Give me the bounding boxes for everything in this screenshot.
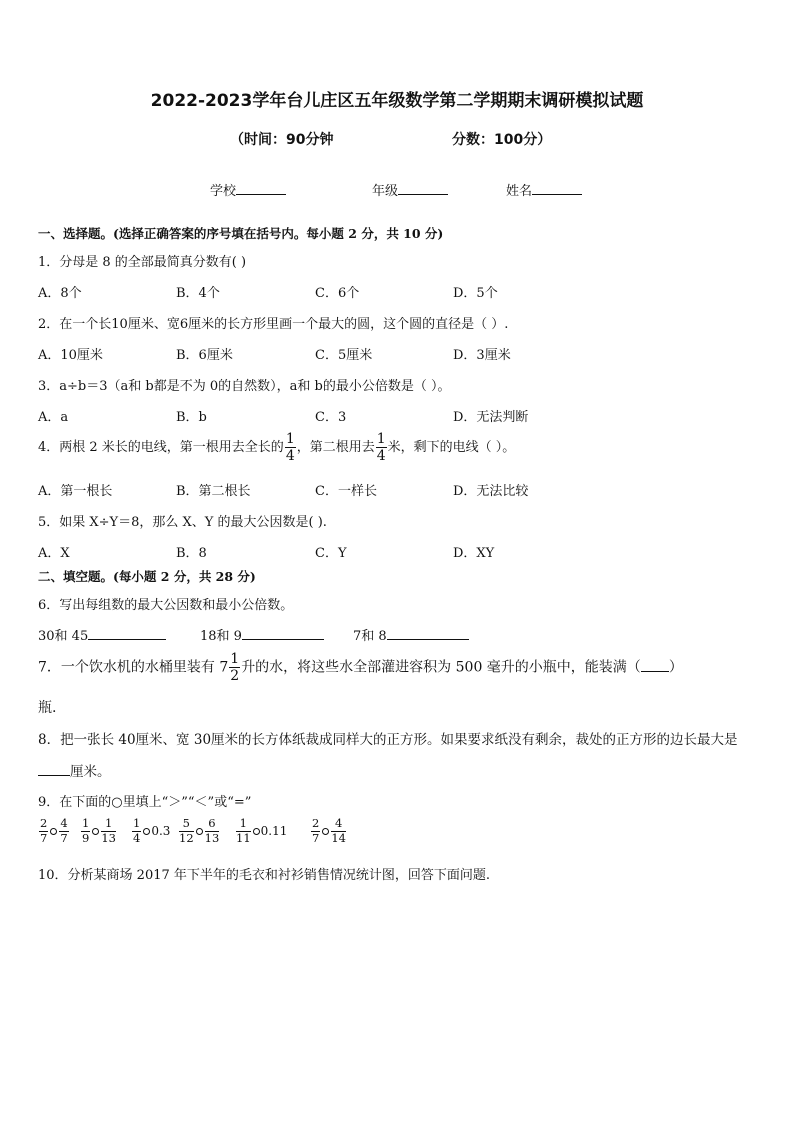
q1-option-b: B．4个 [176, 286, 220, 301]
q5-text: 5．如果 X÷Y＝8，那么 X、Y 的最大公因数是( ). [38, 515, 327, 530]
q9-1-right-denominator: 7 [60, 830, 68, 845]
q4-fraction-1 [285, 432, 296, 463]
q2-option-a: A．10厘米 [38, 348, 103, 363]
q9-compare-6 [310, 818, 347, 844]
school-blank[interactable] [236, 182, 286, 195]
q7-text-c: ） [668, 659, 683, 676]
grade-label: 年级 [372, 184, 399, 199]
school-field [210, 180, 286, 199]
q9-5-right-value: 0.11 [260, 824, 288, 838]
q9-4-right-denominator: 13 [204, 830, 220, 845]
q7-fraction [229, 652, 240, 683]
q6-pair-3 [353, 625, 469, 644]
q8-blank[interactable] [38, 763, 70, 776]
q9-3-circle[interactable] [143, 828, 150, 835]
q9-compare-5 [235, 818, 287, 844]
grade-blank[interactable] [398, 182, 448, 195]
q9-1-left-numerator: 2 [40, 816, 48, 830]
q2-option-b: B．6厘米 [176, 348, 233, 363]
q4-text-b: ，第二根用去 [296, 440, 375, 455]
q6-pair-3-label: 7和 8 [353, 629, 387, 644]
q9-6-left-denominator: 7 [312, 830, 320, 845]
q7-blank[interactable] [641, 659, 669, 672]
q9-6-circle[interactable] [322, 828, 329, 835]
q9-compare-1 [38, 818, 70, 844]
q6-pair-2-label: 18和 9 [200, 629, 242, 644]
q1-option-a: A．8个 [38, 286, 82, 301]
q4-option-a: A．第一根长 [38, 484, 113, 499]
q3-option-c: C．3 [315, 410, 347, 425]
q2-option-c: C．5厘米 [315, 348, 373, 363]
q5-option-c: C．Y [315, 546, 347, 561]
q6-pair-1 [38, 625, 166, 644]
q9-2-right-denominator: 13 [101, 830, 116, 845]
q6-text: 6．写出每组数的最大公因数和最小公倍数。 [38, 598, 294, 613]
q9-4-left-numerator: 5 [179, 818, 194, 832]
q9-6-right-numerator: 4 [331, 818, 346, 832]
q8-text-b: 厘米。 [70, 764, 111, 780]
q9-5-circle[interactable] [253, 828, 260, 835]
name-label: 姓名 [506, 184, 533, 199]
name-blank[interactable] [532, 182, 582, 195]
q6-pair-2-blank[interactable] [242, 627, 324, 640]
q9-2-left-denominator: 9 [82, 830, 90, 845]
q4-text [38, 432, 515, 463]
q9-compare-2 [80, 818, 117, 844]
q9-2-right-numerator: 1 [101, 818, 116, 832]
q9-4-right-numerator: 6 [205, 818, 220, 832]
q4-text-c: 米，剩下的电线（ ）。 [387, 440, 516, 455]
q6-pair-2 [200, 625, 324, 644]
q10-text: 10．分析某商场 2017 年下半年的毛衣和衬衫销售情况统计图，回答下面问题. [38, 868, 491, 883]
q9-6-right-denominator: 14 [331, 830, 346, 845]
q9-3-left-numerator: 1 [133, 816, 141, 830]
q9-2-circle[interactable] [92, 828, 99, 835]
q7-text-b: 升的水，将这些水全部灌进容积为 500 毫升的小瓶中，能装满（ [241, 659, 641, 676]
q8-text-a: 8．把一张长 40厘米、宽 30厘米的长方体纸裁成同样大的正方形。如果要求纸没有剩余，裁处的正方形的边长最大是 [38, 732, 738, 748]
q5-option-b: B．8 [176, 546, 207, 561]
q7-text [38, 652, 683, 683]
q8-line2 [38, 760, 111, 780]
q9-5-left-numerator: 1 [236, 818, 251, 832]
q6-pair-3-blank[interactable] [387, 627, 469, 640]
q5-option-d: D．XY [453, 546, 495, 561]
q9-compare-4 [178, 818, 220, 844]
school-label: 学校 [210, 184, 237, 199]
q2-text: 2．在一个长10厘米、宽6厘米的长方形里画一个最大的圆，这个圆的直径是（ ）. [38, 317, 509, 332]
name-field [506, 180, 582, 199]
q4-frac1-numerator: 1 [285, 431, 295, 447]
score-label: 分数：100分） [452, 132, 552, 148]
section2-heading: 二、填空题。(每小题 2 分，共 28 分) [38, 569, 256, 584]
q1-text: 1．分母是 8 的全部最简真分数有( ) [38, 255, 247, 270]
q7-frac-denominator: 2 [230, 668, 240, 684]
q5-option-a: A．X [38, 546, 70, 561]
q4-option-d: D．无法比较 [453, 484, 529, 499]
q9-3-left-denominator: 4 [133, 830, 141, 845]
q2-option-d: D．3厘米 [453, 348, 511, 363]
q3-option-a: A．a [38, 410, 69, 425]
q9-3-right-value: 0.3 [151, 824, 171, 838]
q3-text: 3．a÷b＝3（a和 b都是不为 0的自然数），a和 b的最小公倍数是（ ）。 [38, 379, 451, 394]
q9-compare-3 [131, 818, 170, 844]
q4-option-c: C．一样长 [315, 484, 377, 499]
time-label: （时间：90分钟 [230, 132, 334, 148]
q4-option-b: B．第二根长 [176, 484, 251, 499]
q9-1-circle[interactable] [50, 828, 57, 835]
q9-1-left-denominator: 7 [40, 830, 48, 845]
q4-fraction-2 [376, 432, 387, 463]
q7-frac-numerator: 1 [230, 651, 240, 667]
q9-1-right-numerator: 4 [60, 816, 68, 830]
section1-heading: 一、选择题。(选择正确答案的序号填在括号内。每小题 2 分，共 10 分) [38, 226, 444, 241]
q3-option-d: D．无法判断 [453, 410, 529, 425]
exam-title: 2022-2023学年台儿庄区五年级数学第二学期期末调研模拟试题 [150, 91, 644, 111]
q9-2-left-numerator: 1 [82, 816, 90, 830]
q9-5-left-denominator: 11 [236, 830, 251, 845]
q4-frac2-numerator: 1 [376, 431, 386, 447]
q1-option-d: D．5个 [453, 286, 498, 301]
q3-option-b: B．b [176, 410, 207, 425]
q1-option-c: C．6个 [315, 286, 360, 301]
q9-6-left-numerator: 2 [312, 816, 320, 830]
q9-4-circle[interactable] [196, 828, 203, 835]
q4-text-a: 4．两根 2 米长的电线，第一根用去全长的 [38, 440, 284, 455]
q4-frac1-denominator: 4 [285, 448, 295, 464]
q9-4-left-denominator: 12 [179, 830, 194, 845]
q7-text-a: 7．一个饮水机的水桶里装有 7 [38, 659, 229, 676]
q9-text: 9．在下面的○里填上“＞”“＜”或“=” [38, 795, 252, 810]
q6-pair-1-blank[interactable] [88, 627, 166, 640]
q6-pair-1-label: 30和 45 [38, 629, 89, 644]
grade-field [372, 180, 448, 199]
q4-frac2-denominator: 4 [376, 448, 386, 464]
q7-text-d: 瓶. [38, 700, 57, 716]
